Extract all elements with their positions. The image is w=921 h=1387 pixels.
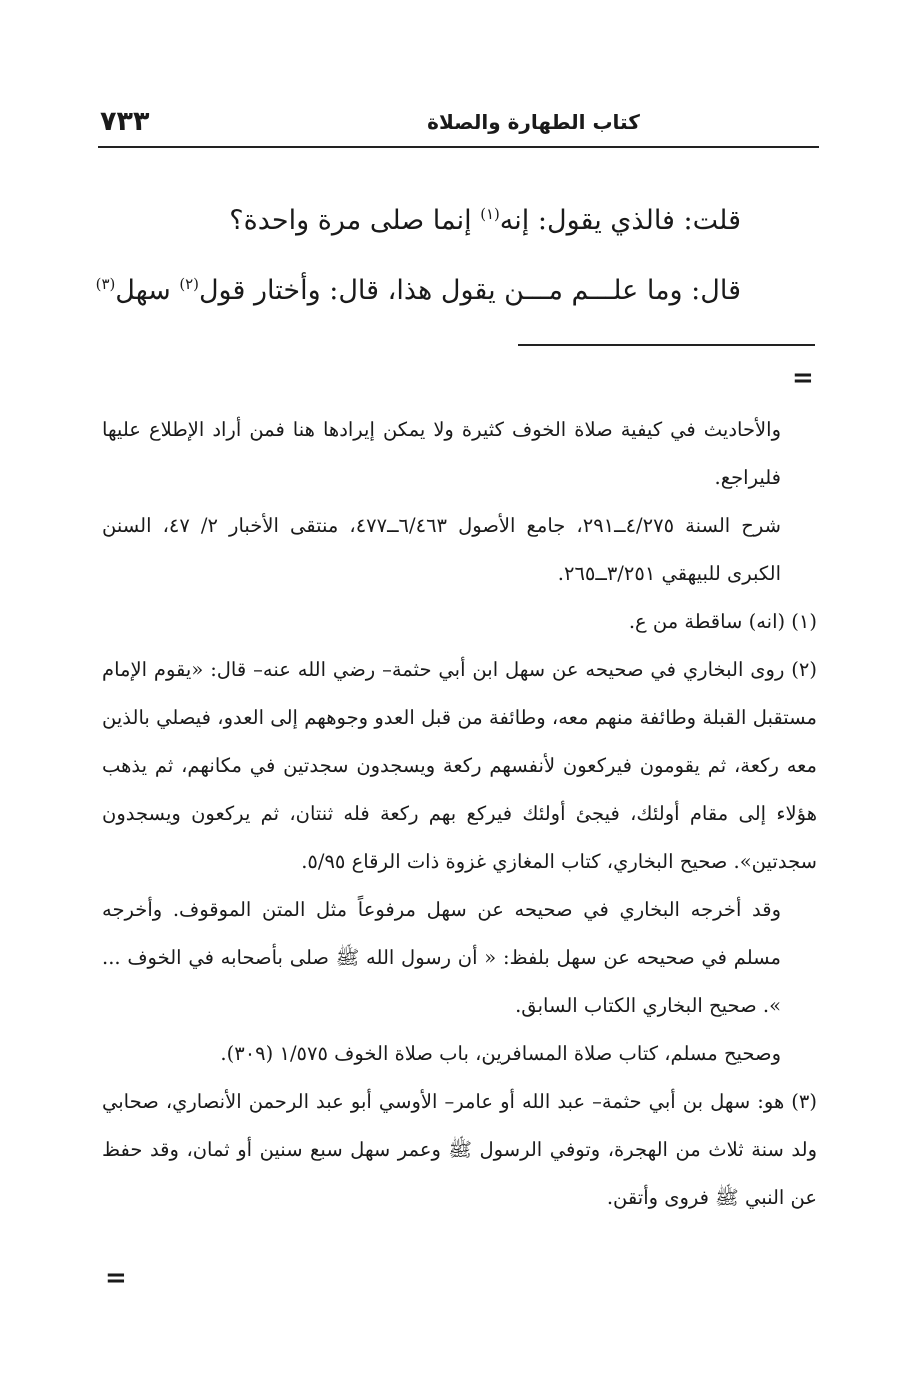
book-title: كتاب الطهارة والصلاة	[427, 110, 640, 134]
main-text	[95, 190, 741, 330]
main-text-line-1: قلت: فالذي يقول: إنه$^{(١)}$ إنما صلى مرة واحدة؟	[229, 205, 741, 236]
footnote-separator	[518, 344, 815, 346]
footnote-2-continued: وقد أخرجه البخاري في صحيحه عن سهل مرفوعاً مثل المتن الموقوف. وأخرجه مسلم في صحيحه عن سهل بلفظ: « أن رسول الله ﷺ صلى بأصحابه في الخوف ... ». صحيح البخاري الكتاب السابق.	[102, 898, 781, 1017]
footnote-ref-3: (٣)	[95, 275, 116, 293]
footnote-continued-refs: شرح السنة ٤/٢٧٥ــ٢٩١، جامع الأصول ٦/٤٦٣ــ٤٧٧، منتقى الأخبار ٢/ ٤٧، السنن الكبرى للبيهقي ٣/٢٥١ــ٢٦٥.	[102, 514, 781, 585]
footnote-ref-2: (٢)	[179, 275, 199, 293]
footnote-2-source: وصحيح مسلم، كتاب صلاة المسافرين، باب صلاة الخوف ١/٥٧٥ (٣٠٩).	[220, 1042, 781, 1065]
footnotes	[102, 406, 817, 1222]
footnote-3: (٣) هو: سهل بن أبي حثمة– عبد الله أو عامر– الأوسي أبو عبد الرحمن الأنصاري، صحابي ولد سنة ثلاث من الهجرة، وتوفي الرسول ﷺ وعمر سهل سبع سنين أو ثمان، وقد حفظ عن النبي ﷺ فروى وأتقن.	[102, 1090, 817, 1209]
continuation-mark-top: =	[792, 363, 814, 393]
footnote-1: (١) (انه) ساقطة من ع.	[628, 610, 817, 633]
continuation-mark-bottom: =	[105, 1263, 127, 1293]
footnote-2: (٢) روى البخاري في صحيحه عن سهل ابن أبي حثمة– رضي الله عنه– قال: «يقوم الإمام مستقبل القبلة وطائفة منهم معه، وطائفة من قبل العدو وجوههم إلى العدو، فيصلي بالذين معه ركعة، ثم يقومون فيركعون لأنفسهم ركعة ويسجدون سجدتين في مكانهم، ثم يذهب هؤلاء إلى مقام أولئك، فيجئ أولئك فيركع بهم ركعة فله ثنتان، ثم يركعون ويسجدون سجدتين». صحيح البخاري، كتاب المغازي غزوة ذات الرقاع ٥/٩٥.	[102, 658, 817, 873]
footnote-ref-1: (١)	[480, 205, 500, 223]
page-header	[98, 102, 819, 148]
main-text-line-2: قال: وما علـــم مـــن يقول هذا، قال: وأختار قول$^{(٢)}$ سهل$^{(٣)}$	[95, 275, 741, 306]
footnote-continued-text: والأحاديث في كيفية صلاة الخوف كثيرة ولا يمكن إيرادها هنا فمن أراد الإطلاع عليها فليراجع.	[102, 418, 781, 489]
page-number: ٧٣٣	[100, 106, 150, 137]
